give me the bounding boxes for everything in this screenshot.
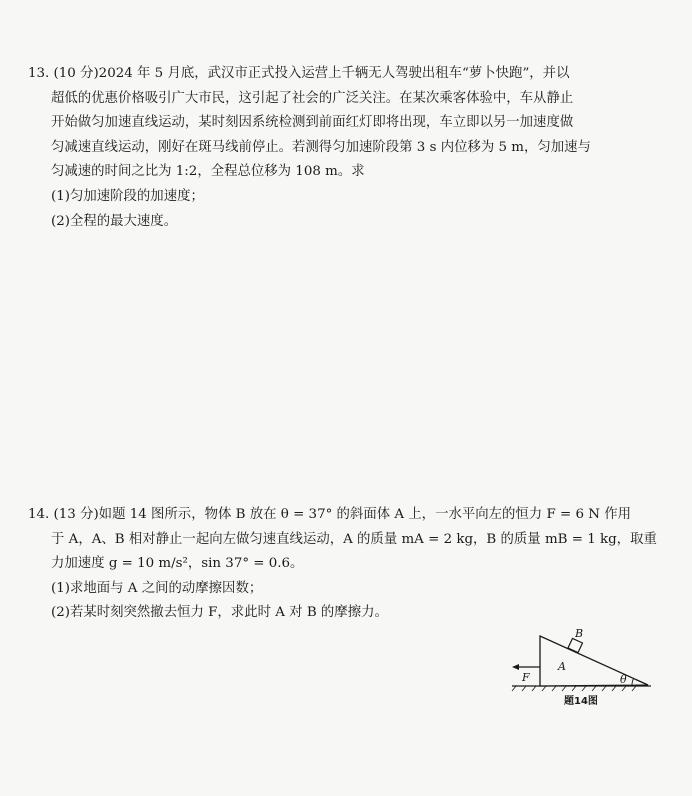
problem-13-line-1: 13. (10 分)2024 年 5 月底，武汉市正式投入运营上千辆无人驾驶出租车“萝卜快跑”，并以 — [28, 66, 570, 81]
label-f: F — [522, 671, 530, 684]
figure-caption: 题14图 — [564, 696, 598, 707]
problem-13-line-3: 开始做匀加速直线运动，某时刻因系统检测到前面红灯即将出现，车立即以另一加速度做 — [51, 115, 574, 131]
incline-diagram — [508, 626, 654, 712]
force-arrow-head — [512, 664, 519, 670]
figure-14 — [508, 626, 654, 712]
problem-13-part-1: (1)匀加速阶段的加速度； — [51, 188, 204, 204]
problem-14-part-1: (1)求地面与 A 之间的动摩擦因数； — [51, 580, 263, 596]
label-b: B — [575, 627, 584, 640]
incline-block-a — [540, 636, 648, 686]
label-a: A — [558, 660, 566, 673]
problem-14-line-3: 力加速度 g = 10 m/s²，sin 37° = 0.6。 — [51, 556, 304, 572]
problem-13-line-5: 匀减速的时间之比为 1:2，全程总位移为 108 m。求 — [51, 164, 365, 180]
problem-13-line-4: 匀减速直线运动，刚好在斑马线前停止。若测得匀加速阶段第 3 s 内位移为 5 m，匀加速与 — [51, 139, 591, 155]
problem-13-line-2: 超低的优惠价格吸引广大市民，这引起了社会的广泛关注。在某次乘客体验中，车从静止 — [51, 90, 574, 106]
ground-hatching — [512, 686, 636, 691]
problem-13 — [28, 62, 664, 234]
problem-14-line-2: 于 A，A、B 相对静止一起向左做匀速直线运动，A 的质量 mA = 2 kg，B 的质量 mB = 1 kg，取重 — [51, 531, 657, 547]
problem-14 — [28, 503, 664, 626]
problem-13-part-2: (2)全程的最大速度。 — [51, 213, 178, 229]
problem-14-part-2: (2)若某时刻突然撤去恒力 F，求此时 A 对 B 的摩擦力。 — [51, 605, 388, 621]
label-theta: θ — [620, 673, 627, 686]
problem-14-line-1: 14. (13 分)如题 14 图所示，物体 B 放在 θ = 37° 的斜面体 A 上，一水平向左的恒力 F = 6 N 作用 — [28, 507, 632, 522]
